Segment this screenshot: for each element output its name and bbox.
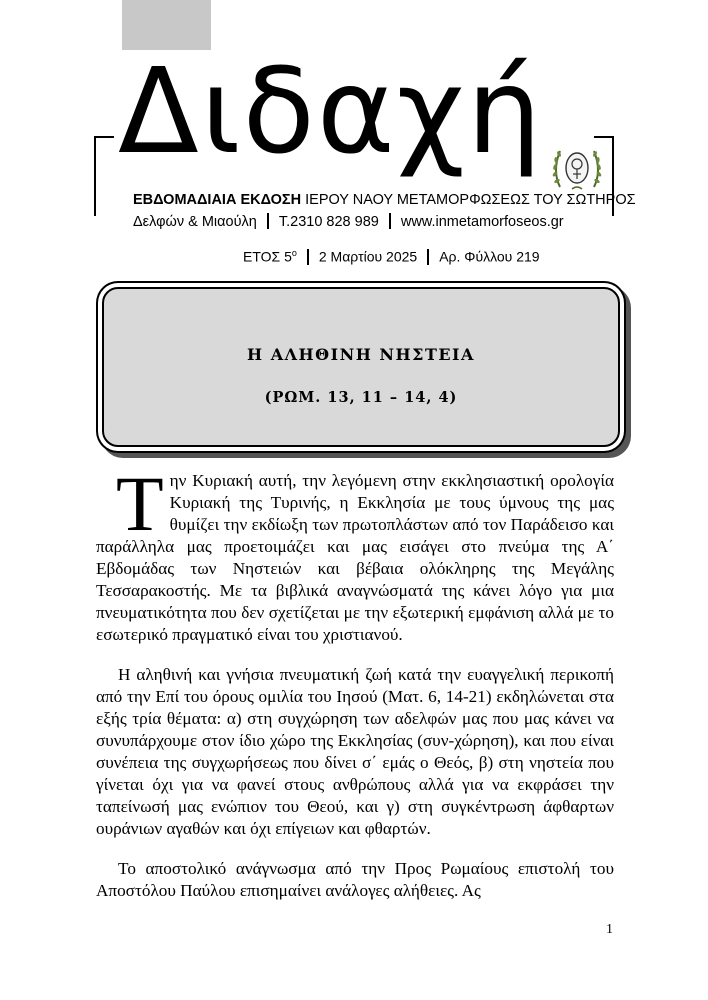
issue-info [243,248,540,265]
publisher-name: ΙΕΡΟΥ ΝΑΟΥ ΜΕΤΑΜΟΡΦΩΣΕΩΣ ΤΟΥ ΣΩΤΗΡΟΣ [305,192,636,208]
issue-date: 2 Μαρτίου 2025 [318,248,418,265]
publication-line [133,192,636,208]
website-link[interactable]: www.inmetamorfoseos.gr [400,214,564,230]
issue-year: ΕΤΟΣ 5 [243,248,292,265]
drop-cap: Τ [116,460,164,547]
article-scripture-reference: (ΡΩΜ. 13, 11 – 14, 4) [264,389,458,406]
address: Δελφών & Μιαούλη [133,214,257,230]
contact-line [133,213,564,230]
separator [427,249,429,265]
phone: Τ.2310 828 989 [278,214,379,230]
masthead-frame-left [94,136,114,216]
church-laurel-emblem-icon [550,141,604,195]
publication-type: ΕΒΔΟΜΑΔΙΑΙΑ ΕΚΔΟΣΗ [133,192,302,208]
issue-sheet-number: Αρ. Φύλλου 219 [439,248,540,265]
separator [267,213,269,229]
article-title: Η ΑΛΗΘΙΝΗ ΝΗΣΤΕΙΑ [247,345,475,364]
masthead-title: Διδαχή [118,42,544,180]
article-body [96,460,614,920]
page-number: 1 [606,922,613,937]
separator [307,249,309,265]
separator [389,213,391,229]
paragraph-text: ην Κυριακή αυτή, την λεγόμενη στην εκκλησιαστική ορολογία Κυριακή της Τυρινής, η Εκκλησία με τους ύμνους της μας θυμίζει την εκδίωξη των πρωτοπλάστων από τον Παράδεισο και παράλληλα μας προετοιμάζει και μας εισάγει στο πνεύμα της Α΄ Εβδομάδας των Νηστειών και βέβαια ολόκληρης της Μεγάλης Τεσσαρακοστής. Με τα βιβλικά αναγνώσματά της κάνει λόγο για μια πνευματικότητα που δεν σχετίζεται με την εξωτερική εμφάνιση αλλά με το εσωτερικό πραγματικό είναι του χριστιανού. [96,471,614,644]
issue-year-ordinal: ο [291,248,297,258]
article-title-box [102,287,620,447]
article-paragraph [96,460,614,646]
article-paragraph: Το αποστολικό ανάγνωσμα από την Προς Ρωμαίους επιστολή του Αποστόλου Παύλου επισημαίνει ανάλογες αλήθειες. Ας [96,859,614,900]
article-paragraph: Η αληθινή και γνήσια πνευματική ζωή κατά την ευαγγελική περικοπή από την Επί του όρους ομιλία του Ιησού (Ματ. 6, 14-21) εκδηλώνεται στα εξής τρία θέματα: α) στη συγχώρηση των αδελφών μας που μας κάνει να συνυπάρχουμε στον ίδιο χώρο της Εκκλησίας (συν-χώρηση), και που είναι συνέπεια της συγχωρήσεως που δίνει σ΄ εμάς ο Θεός, β) στη νηστεία που γίνεται όχι για να φανεί στους ανθρώπους αλλά για να εκφράσει την ταπείνωσή μας ενώπιον του Θεού, και γ) στη συγκέντρωση άφθαρτων ουράνιων αγαθών και όχι επίγειων και φθαρτών. [96,665,614,838]
